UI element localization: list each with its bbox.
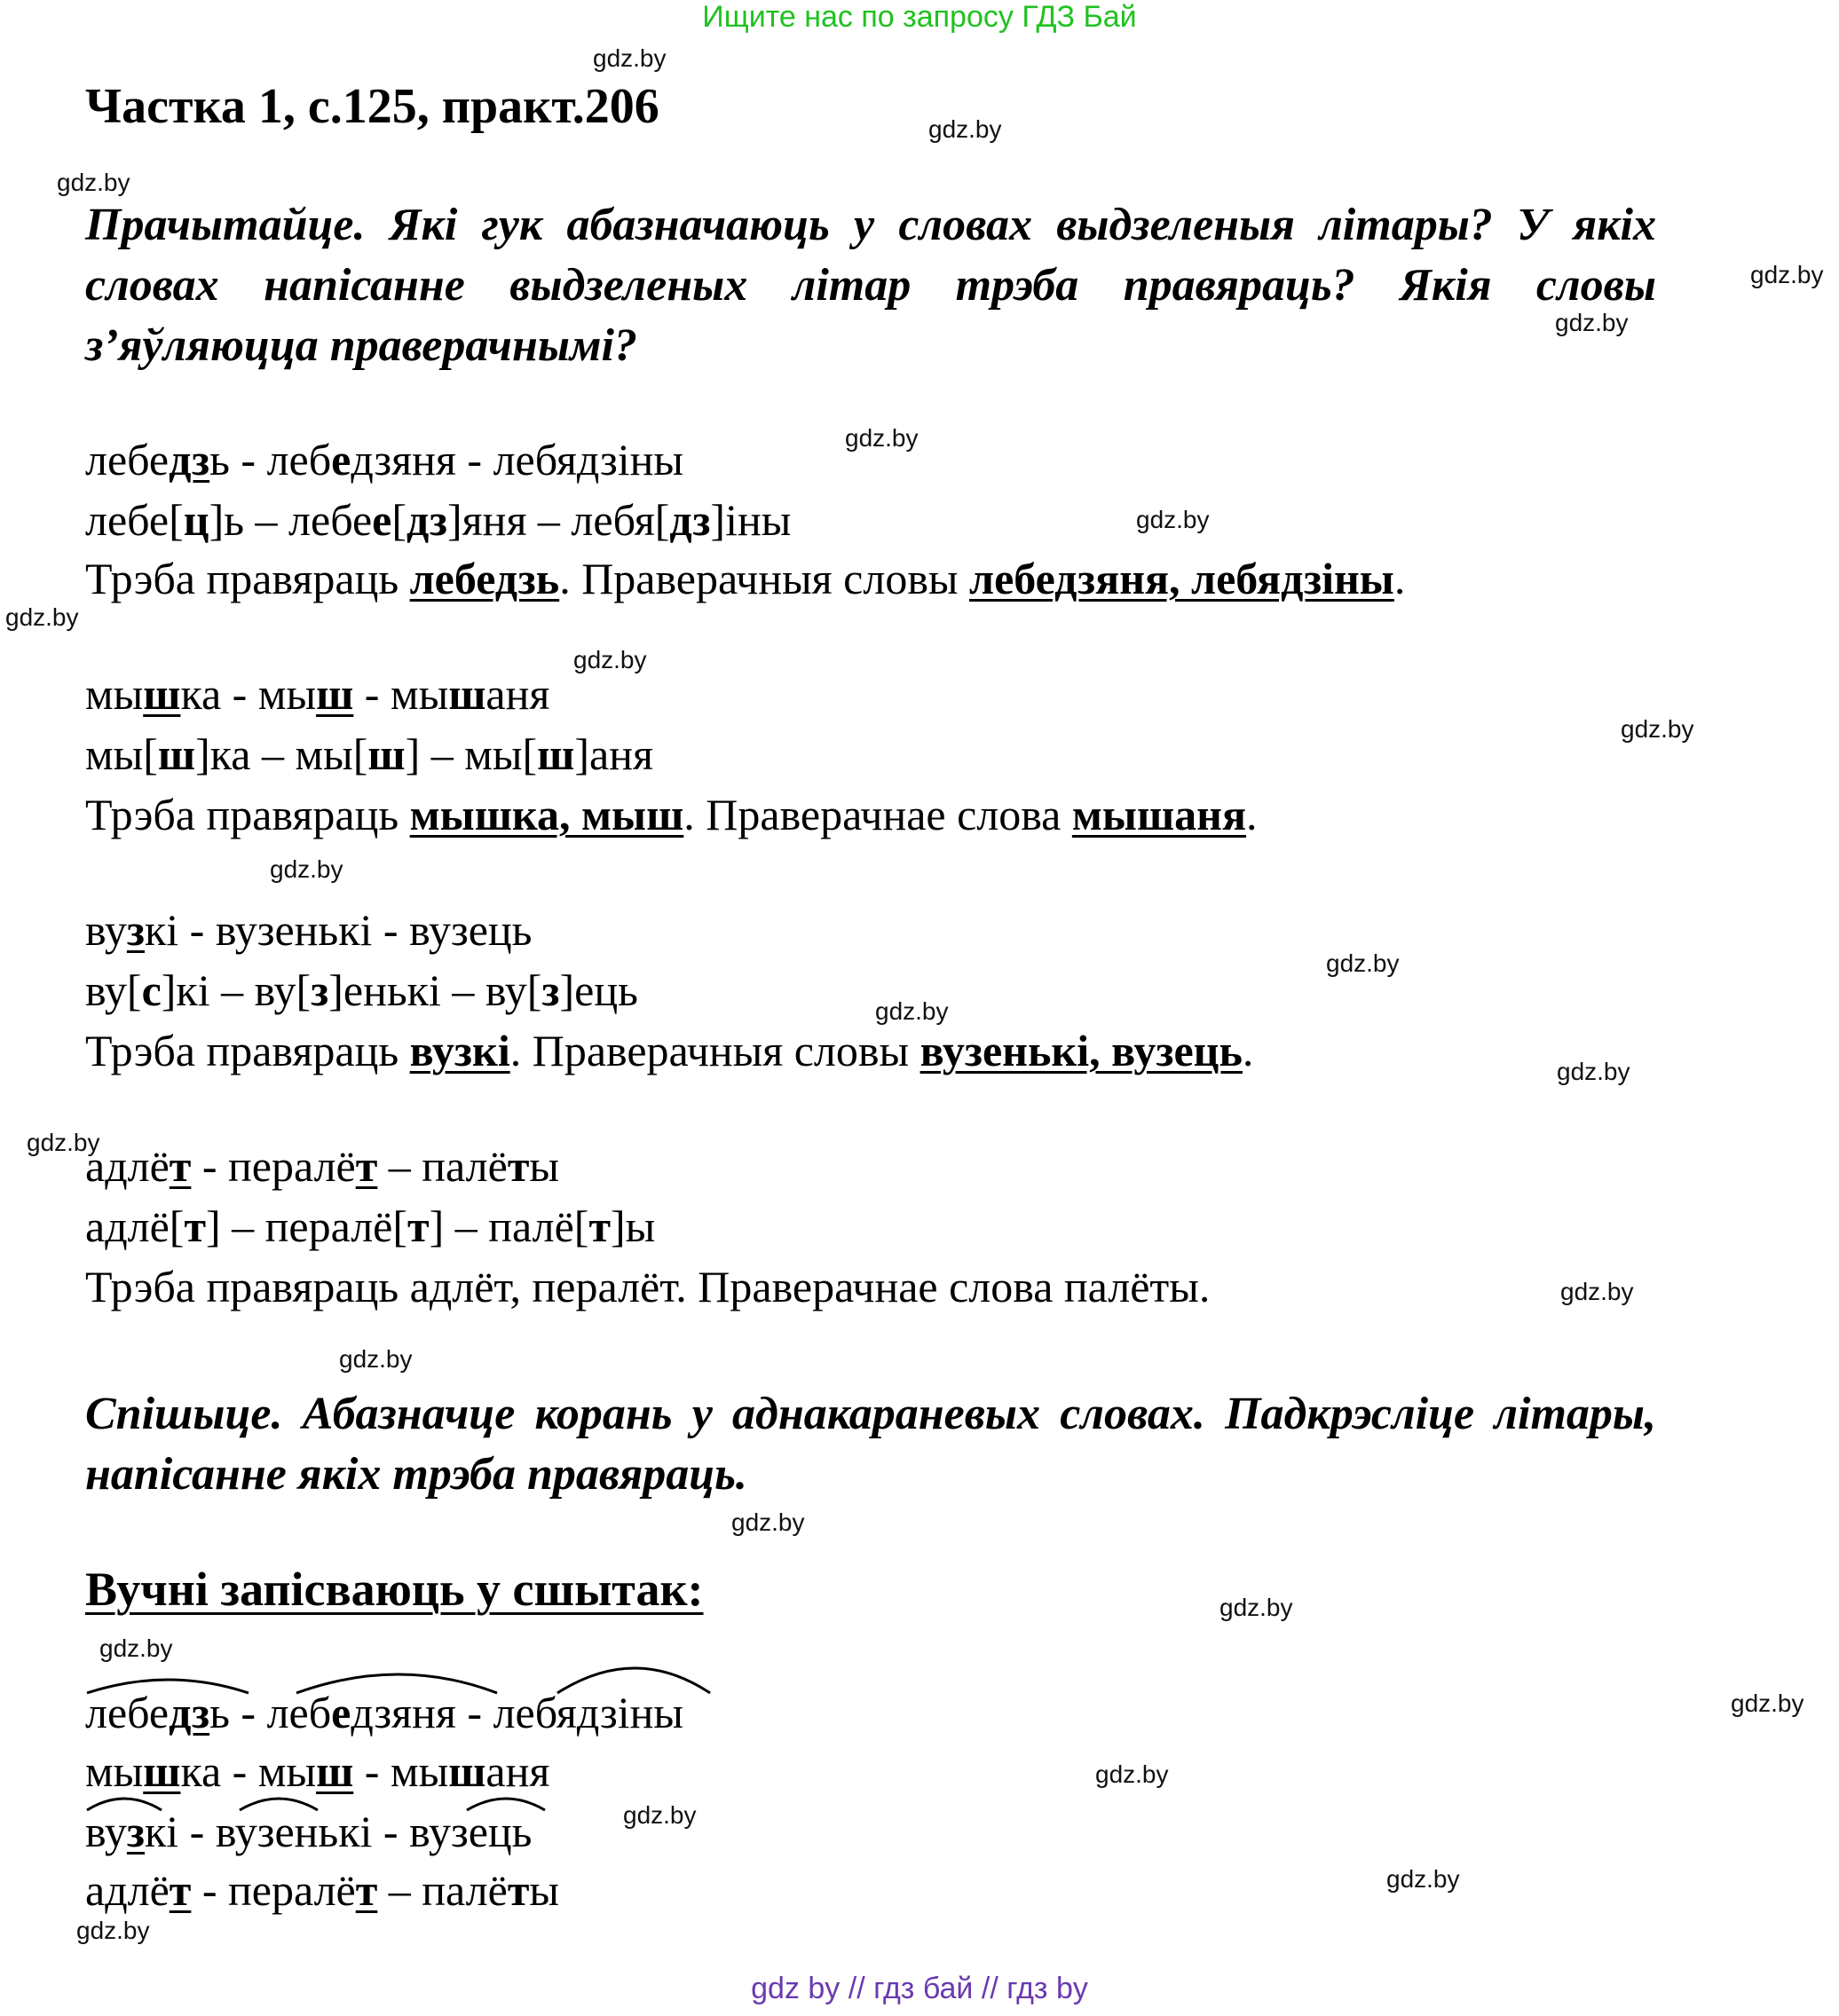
root-arc	[87, 1680, 249, 1693]
watermark: gdz.by	[1731, 1689, 1804, 1717]
highlighted-letter: с	[141, 965, 162, 1015]
watermark: gdz.by	[1136, 506, 1210, 533]
checked-letter: т	[355, 1865, 378, 1915]
checked-letter: з	[126, 905, 145, 955]
checked-letter: лебедзяня, лебядзіны	[969, 554, 1394, 603]
highlighted-letter: ш	[448, 1746, 486, 1796]
checked-letter: вузкі	[409, 1026, 510, 1075]
checked-letter: ш	[316, 1746, 354, 1796]
text-segment: ь - леб	[209, 1688, 332, 1737]
checked-letter: з	[126, 1807, 145, 1856]
text-segment: - мы	[353, 669, 449, 719]
checked-letter: ш	[143, 1746, 181, 1796]
highlighted-letter: з	[541, 965, 560, 1015]
text-segment: - пералё	[191, 1865, 356, 1915]
checked-letter: т	[169, 1865, 192, 1915]
text-segment: ка - мы	[180, 669, 317, 719]
watermark: gdz.by	[593, 44, 667, 72]
text-segment: дзяня - лебядзіны	[351, 435, 683, 484]
text-segment: ]аня	[574, 729, 653, 779]
checked-letter: т	[169, 1141, 192, 1191]
task-instruction-2: Спішыце. Абазначце корань у аднакараневых словах. Падкрэсліце літары, напісанне якіх трэба правяраць.	[85, 1389, 1656, 1500]
text-segment: .	[1246, 790, 1258, 839]
text-segment: . Праверачнае слова	[683, 790, 1072, 839]
watermark: gdz.by	[845, 424, 919, 452]
text-segment: ы	[529, 1865, 559, 1915]
text-segment: Трэба правяраць адлёт, пералёт. Праверачнае слова палёты.	[85, 1262, 1211, 1311]
root-arc	[87, 1799, 162, 1810]
text-segment: дзяня - лебядзіны	[351, 1688, 683, 1737]
footer-links[interactable]: gdz by // гдз бай // гдз by	[751, 1972, 1088, 2005]
checked-letter: т	[355, 1141, 378, 1191]
checked-letter: ш	[143, 669, 181, 719]
watermark: gdz.by	[1219, 1594, 1293, 1621]
text-segment: . Праверачныя словы	[559, 554, 970, 603]
text-segment: ]кі – ву[	[161, 965, 312, 1015]
highlighted-letter: т	[507, 1141, 530, 1191]
watermark: gdz.by	[339, 1345, 413, 1373]
text-segment: ] – пералё[	[206, 1201, 408, 1251]
checked-letter: дз	[169, 435, 210, 484]
text-segment: ]ка – мы[	[195, 729, 368, 779]
text-segment: ы	[529, 1141, 559, 1191]
text-segment: – палё	[377, 1865, 508, 1915]
highlighted-letter: ц	[183, 495, 209, 545]
search-banner[interactable]: Ищите нас по запросу ГДЗ Бай	[702, 0, 1137, 34]
watermark: gdz.by	[573, 646, 647, 673]
highlighted-letter: е	[331, 435, 351, 484]
text-segment: лебе	[85, 435, 170, 484]
text-segment: ву[	[85, 965, 142, 1015]
root-arc	[557, 1668, 710, 1693]
text-segment: ]енькі – ву[	[328, 965, 542, 1015]
text-segment: аня	[485, 1746, 550, 1796]
highlighted-letter: т	[507, 1865, 530, 1915]
text-segment: кі - вузенькі - вузець	[145, 1807, 533, 1856]
text-segment: - пералё	[191, 1141, 356, 1191]
watermark: gdz.by	[270, 855, 343, 883]
text-segment: ь - леб	[209, 435, 332, 484]
watermark: gdz.by	[1560, 1278, 1634, 1305]
highlighted-letter: т	[184, 1201, 206, 1251]
highlighted-letter: дз	[406, 495, 448, 545]
text-segment: аня	[485, 669, 550, 719]
highlighted-letter: е	[331, 1688, 351, 1737]
highlighted-letter: ш	[537, 729, 575, 779]
text-segment: ]ець	[559, 965, 638, 1015]
text-segment: – палё	[377, 1141, 508, 1191]
highlighted-letter: ш	[367, 729, 406, 779]
text-segment: - мы	[353, 1746, 449, 1796]
text-segment: ]іны	[710, 495, 792, 545]
text-segment: ]ь – лебе	[209, 495, 373, 545]
highlighted-letter: ш	[448, 669, 486, 719]
text-segment: лебе	[85, 1688, 170, 1737]
watermark: gdz.by	[1557, 1058, 1630, 1085]
highlighted-letter: ш	[157, 729, 196, 779]
text-segment: ву	[85, 905, 127, 955]
text-segment: мы	[85, 1746, 144, 1796]
watermark: gdz.by	[76, 1917, 150, 1944]
text-segment: мы[	[85, 729, 158, 779]
watermark: gdz.by	[928, 115, 1002, 143]
watermark: gdz.by	[1095, 1760, 1169, 1788]
text-segment: ]яня – лебя[	[447, 495, 670, 545]
text-segment: ву	[85, 1807, 127, 1856]
checked-letter: дз	[169, 1688, 210, 1737]
watermark: gdz.by	[875, 997, 949, 1025]
checked-letter: ш	[316, 669, 354, 719]
watermark: gdz.by	[623, 1801, 697, 1829]
highlighted-letter: т	[588, 1201, 611, 1251]
text-segment: адлё	[85, 1865, 170, 1915]
watermark: gdz.by	[1750, 261, 1824, 288]
root-arc	[240, 1799, 318, 1810]
text-segment: ка - мы	[180, 1746, 317, 1796]
task-instruction-1: Прачытайце. Які гук абазначаюць у словах выдзеленыя літары? У якіх словах напісанне выдзеленых літар трэба правяраць? Якія словы з’яўляюцца праверачнымі?	[85, 200, 1656, 371]
watermark: gdz.by	[57, 169, 130, 196]
highlighted-letter: е	[372, 495, 392, 545]
checked-letter: мышка, мыш	[409, 790, 684, 839]
text-segment: . Праверачныя словы	[509, 1026, 920, 1075]
highlighted-letter: т	[407, 1201, 430, 1251]
text-segment: адлё[	[85, 1201, 185, 1251]
watermark: gdz.by	[1326, 949, 1400, 977]
text-segment: ] – мы[	[405, 729, 538, 779]
text-segment: адлё	[85, 1141, 170, 1191]
text-segment: Трэба правяраць	[85, 554, 410, 603]
watermark: gdz.by	[1555, 309, 1629, 336]
checked-letter: лебедзь	[409, 554, 560, 603]
text-segment: Трэба правяраць	[85, 1026, 410, 1075]
page-title: Частка 1, с.125, практ.206	[85, 79, 659, 134]
watermark: gdz.by	[27, 1129, 100, 1156]
root-arc	[467, 1799, 545, 1810]
highlighted-letter: дз	[669, 495, 711, 545]
text-segment: лебе[	[85, 495, 184, 545]
highlighted-letter: з	[311, 965, 329, 1015]
text-segment: [	[391, 495, 407, 545]
checked-letter: мышаня	[1071, 790, 1247, 839]
text-segment: ]ы	[611, 1201, 656, 1251]
watermark: gdz.by	[99, 1634, 173, 1662]
watermark: gdz.by	[5, 603, 79, 631]
text-segment: .	[1393, 554, 1406, 603]
watermark: gdz.by	[1621, 715, 1694, 743]
text-segment: .	[1242, 1026, 1254, 1075]
watermark: gdz.by	[731, 1508, 805, 1536]
checked-letter: вузенькі, вузець	[920, 1026, 1243, 1075]
root-arc	[296, 1674, 497, 1693]
text-segment: кі - вузенькі - вузець	[145, 905, 533, 955]
watermark: gdz.by	[1386, 1865, 1460, 1893]
text-segment: Трэба правяраць	[85, 790, 410, 839]
text-segment: мы	[85, 669, 144, 719]
notebook-heading: Вучні запісваюць у сшытак:	[85, 1563, 704, 1616]
text-segment: ] – палё[	[429, 1201, 589, 1251]
